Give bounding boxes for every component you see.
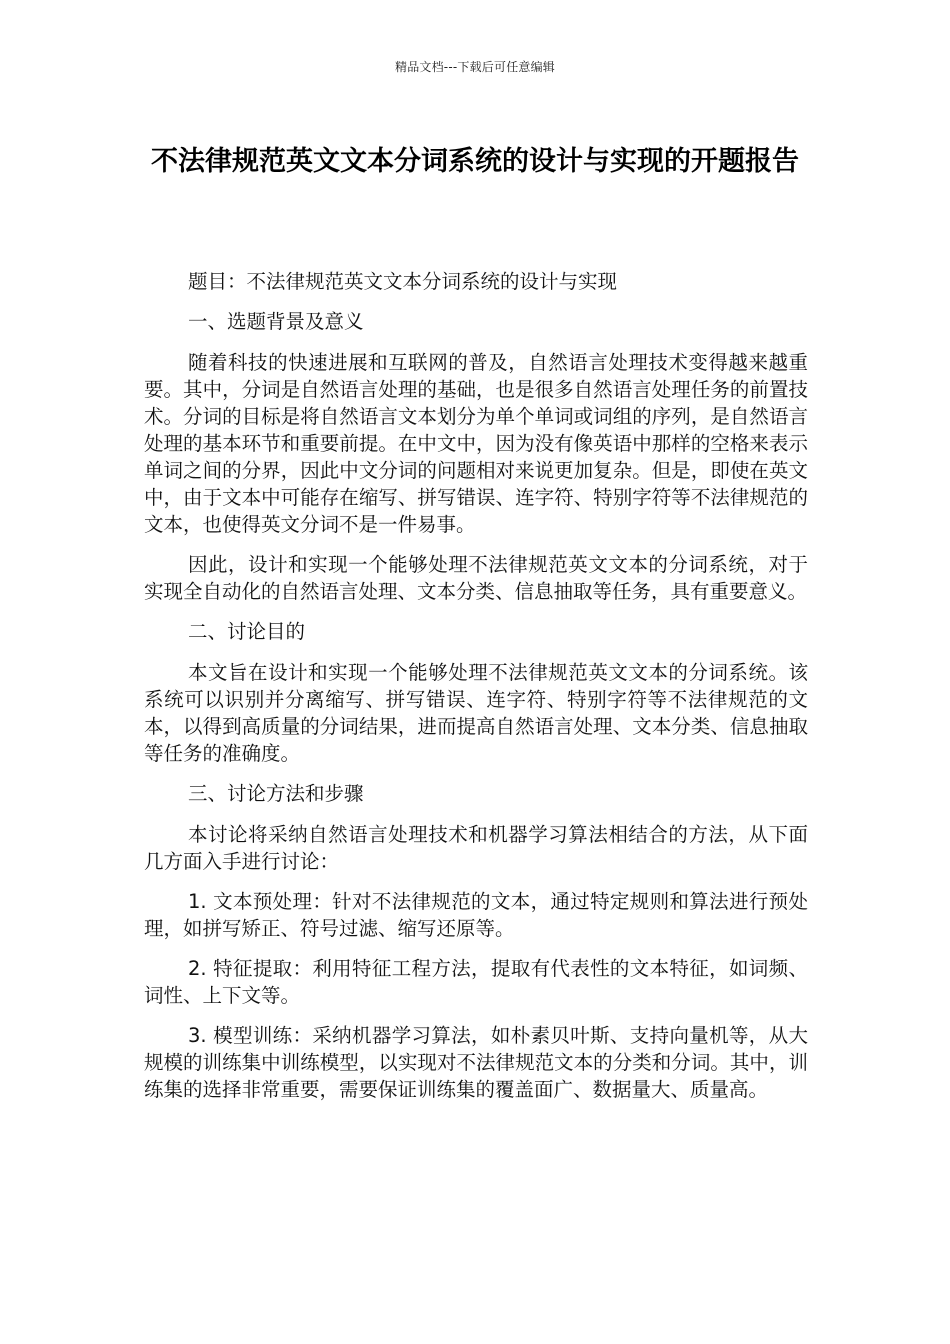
header-watermark: 精品文档---下载后可任意编辑 [395,60,555,74]
list-item-model-training: 3. 模型训练：采纳机器学习算法，如朴素贝叶斯、支持向量机等，从大规模的训练集中训练模型，以实现对不法律规范文本的分类和分词。其中，训练集的选择非常重要，需要保证训练集的覆盖面广、数据量大、质量高。 [144,1024,808,1101]
paragraph-significance: 因此，设计和实现一个能够处理不法律规范英文文本的分词系统，对于实现全自动化的自然语言处理、文本分类、信息抽取等任务，具有重要意义。 [144,553,808,603]
document-title: 不法律规范英文文本分词系统的设计与实现的开题报告 [151,146,799,177]
paragraph-methods-intro: 本讨论将采纳自然语言处理技术和机器学习算法相结合的方法，从下面几方面入手进行讨论： [144,823,808,873]
paragraph-purpose: 本文旨在设计和实现一个能够处理不法律规范英文文本的分词系统。该系统可以识别并分离缩写、拼写错误、连字符、特别字符等不法律规范的文本，以得到高质量的分词结果，进而提高自然语言处理、文本分类、信息抽取等任务的准确度。 [144,661,808,765]
subject-line: 题目：不法律规范英文文本分词系统的设计与实现 [188,270,618,293]
section-heading-background: 一、选题背景及意义 [188,310,364,333]
list-item-preprocessing: 1. 文本预处理：针对不法律规范的文本，通过特定规则和算法进行预处理，如拼写矫正、符号过滤、缩写还原等。 [144,890,808,940]
section-heading-purpose: 二、讨论目的 [188,620,306,643]
list-item-feature-extraction: 2. 特征提取：利用特征工程方法，提取有代表性的文本特征，如词频、词性、上下文等。 [144,957,808,1007]
section-heading-methods: 三、讨论方法和步骤 [188,782,364,805]
paragraph-background: 随着科技的快速进展和互联网的普及，自然语言处理技术变得越来越重要。其中，分词是自然语言处理的基础，也是很多自然语言处理任务的前置技术。分词的目标是将自然语言文本划分为单个单词或词组的序列，是自然语言处理的基本环节和重要前提。在中文中，因为没有像英语中那样的空格来表示单词之间的分界，因此中文分词的问题相对来说更加复杂。但是，即使在英文中，由于文本中可能存在缩写、拼写错误、连字符、特别字符等不法律规范的文本，也使得英文分词不是一件易事。 [144,351,808,536]
document-body [144,268,808,1116]
